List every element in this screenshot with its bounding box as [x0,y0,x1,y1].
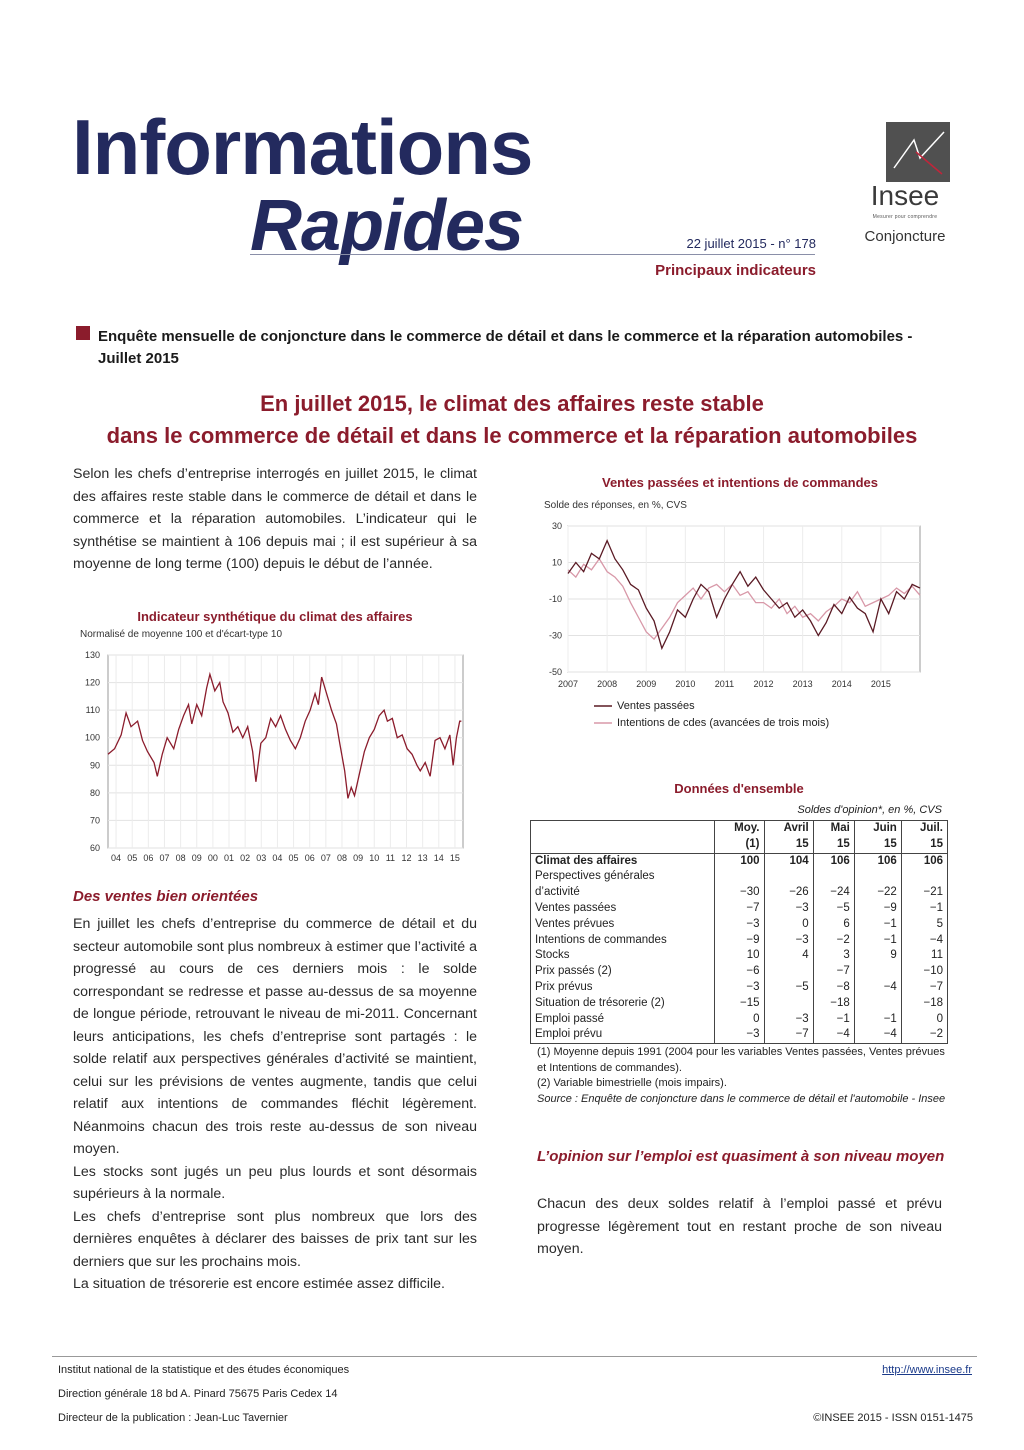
table-cell: −4 [854,1027,901,1043]
table-cell [854,869,901,885]
row-label: Emploi passé [535,1012,605,1025]
table-cell: 106 [901,853,947,869]
x-tick-label: 07 [159,853,170,863]
table-cell: −8 [813,980,854,996]
row-label: Ventes prévues [535,917,615,930]
masthead-title: Informations [72,103,533,191]
table-row [531,885,948,901]
section1-paragraph: En juillet les chefs d’entreprise du commerce de détail et du secteur automobile sont plus nombreux à estimer que l’activité a progressé au cours de ces derniers mois : le solde correspondant se redresse et passe au-dessus de sa moyenne de longue période, retrouvant le niveau de mi-2011. Concernant leurs anticipations, les chefs d’entreprise sont partagés : le solde relatif aux perspectives générales d’activité se maintient, celui sur les prévisions de ventes augmente, tandis que celui relatif aux intentions de commandes fléchit légèrement. Néanmoins chacun des trois reste au-dessus de son niveau moyen. [73,916,477,1157]
y-tick-label: 130 [84,650,100,660]
row-label: Intentions de commandes [535,933,667,946]
footer-institute: Institut national de la statistique et des études économiques [58,1364,350,1376]
table-cell: 6 [813,917,854,933]
table-cell: −2 [813,933,854,949]
x-tick-label: 11 [385,853,396,863]
table-cell: −1 [854,933,901,949]
table-cell: −10 [901,964,947,980]
insee-logo [886,122,950,187]
table-cell [854,964,901,980]
row-label: Prix prévus [535,980,593,993]
x-tick-label: 2007 [557,679,579,689]
section2-heading: L’opinion sur l’emploi est quasiment à son niveau moyen [537,1148,945,1165]
table-cell: −1 [901,901,947,917]
table-cell: 10 [715,948,765,964]
table-cell [764,964,813,980]
table-title: Données d'ensemble [674,781,804,796]
headline-line-1: En juillet 2015, le climat des affaires reste stable [260,391,764,416]
legend-label: Intentions de cdes (avancées de trois mois) [617,717,830,729]
row-label [531,837,715,853]
y-tick-label: 80 [89,787,100,798]
table-cell: 15 [813,837,854,853]
table-cell: −3 [715,980,765,996]
table-cell [854,996,901,1012]
section1-heading: Des ventes bien orientées [73,888,259,905]
table-cell: −5 [764,980,813,996]
y-tick-label: 110 [85,705,100,716]
x-tick-label: 15 [449,853,460,863]
x-tick-label: 2015 [870,679,891,689]
climate-indicator-chart [73,645,473,870]
table-cell: 0 [901,1012,947,1028]
table-cell [764,996,813,1012]
table-row [531,1027,948,1043]
chart2-title: Ventes passées et intentions de commandes [602,475,878,490]
table-cell [764,869,813,885]
table-cell: −3 [764,933,813,949]
table-cell: 106 [854,853,901,869]
table-cell: 0 [764,917,813,933]
x-tick-label: 07 [320,853,331,863]
y-tick-label: 30 [551,521,562,531]
table-cell: −3 [715,1027,765,1043]
table-cell: −18 [813,996,854,1012]
y-tick-label: -10 [548,594,562,604]
x-tick-label: 10 [369,853,380,863]
logo-tagline: Mesurer pour comprendre [872,214,938,220]
x-tick-label: 14 [433,853,444,863]
table-cell: 15 [764,837,813,853]
x-tick-label: 03 [256,853,267,863]
table-cell [901,869,947,885]
table-cell: 4 [764,948,813,964]
footer-address: Direction générale 18 bd A. Pinard 75675 Paris Cedex 14 [58,1388,338,1400]
table-cell: (1) [715,837,765,853]
bullet-square [76,326,90,340]
x-tick-label: 08 [175,853,186,863]
table-cell: −22 [854,885,901,901]
x-tick-label: 05 [288,853,299,863]
table-cell: 3 [813,948,854,964]
summary-table [530,820,948,1044]
table-notes [537,1045,947,1107]
table-cell: −7 [764,1027,813,1043]
y-tick-label: -50 [548,667,562,677]
x-tick-label: 00 [207,853,218,863]
logo-series: Conjoncture [864,228,946,245]
x-tick-label: 02 [240,853,251,863]
footer-copyright: ©INSEE 2015 - ISSN 0151-1475 [813,1412,973,1424]
table-row [531,996,948,1012]
table-cell: 104 [764,853,813,869]
series-line [568,541,920,649]
table-cell: −3 [715,917,765,933]
x-tick-label: 12 [401,853,412,863]
table-row [531,980,948,996]
table-row [531,917,948,933]
table-cell: −1 [813,1012,854,1028]
table-header-row [531,821,948,837]
issue-date-number: 22 juillet 2015 - n° 178 [686,236,816,251]
section1-paragraph: La situation de trésorerie est encore estimée assez difficile. [73,1276,445,1292]
table-cell: 15 [901,837,947,853]
table-cell: 5 [901,917,947,933]
row-label [531,821,715,837]
chart1-subtitle: Normalisé de moyenne 100 et d'écart-type 10 [80,629,283,640]
table-cell: −7 [901,980,947,996]
row-label: Ventes passées [535,901,617,914]
table-subtitle: Soldes d'opinion*, en %, CVS [797,804,942,816]
table-cell: −4 [854,980,901,996]
row-label: Emploi prévu [535,1028,603,1041]
x-tick-label: 2009 [636,679,657,689]
x-tick-label: 2008 [597,679,618,689]
table-cell: 11 [901,948,947,964]
table-cell: −1 [854,917,901,933]
y-tick-label: 70 [89,815,100,826]
section2-paragraph: Chacun des deux soldes relatif à l’emploi passé et prévu progresse légèrement tout en restant proche de son niveau moyen. [537,1196,942,1257]
y-tick-label: 90 [89,760,100,771]
x-tick-label: 06 [304,853,315,863]
x-tick-label: 01 [224,853,235,863]
x-tick-label: 09 [353,853,364,863]
masthead-subtitle: Rapides [250,186,524,266]
table-row [531,869,948,885]
table-cell: 0 [715,1012,765,1028]
table-note: (1) Moyenne depuis 1991 (2004 pour les variables Ventes passées, Ventes prévues et Intentions de commandes). [537,1046,945,1074]
section1-paragraph: Les stocks sont jugés un peu plus lourds et sont désormais supérieurs à la normale. [73,1163,477,1202]
row-label: Situation de trésorerie (2) [535,996,665,1009]
x-tick-label: 13 [417,853,428,863]
table-cell: −24 [813,885,854,901]
y-tick-label: 60 [89,843,100,853]
table-cell: 106 [813,853,854,869]
table-cell: −21 [901,885,947,901]
x-tick-label: 08 [336,853,347,863]
table-cell: 9 [854,948,901,964]
x-tick-label: 04 [272,853,283,863]
table-cell: 15 [854,837,901,853]
footer-rule [52,1356,977,1357]
table-row [531,948,948,964]
table-note: (2) Variable bimestrielle (mois impairs). [537,1077,727,1089]
row-label: Prix passés (2) [535,965,612,978]
footer-url-link[interactable]: http://www.insee.fr [882,1364,972,1376]
table-cell: −15 [715,996,765,1012]
chart2-subtitle: Solde des réponses, en %, CVS [544,500,687,511]
y-tick-label: 100 [84,732,100,743]
headline [40,388,984,452]
logo-name: Insee [870,180,940,211]
table-cell: Moy. [715,821,765,837]
table-cell: −1 [854,1012,901,1028]
table-cell: −4 [813,1027,854,1043]
y-tick-label: 10 [551,557,562,568]
survey-title: Enquête mensuelle de conjoncture dans le commerce de détail et dans le commerce et la réparation automobiles - Juillet 2015 [98,328,913,367]
table-cell: −7 [813,964,854,980]
table-cell: −5 [813,901,854,917]
headline-line-2: dans le commerce de détail et dans le commerce et la réparation automobiles [106,423,918,448]
table-cell: −18 [901,996,947,1012]
table-cell [813,869,854,885]
table-cell: −30 [715,885,765,901]
row-label: Climat des affaires [535,854,638,867]
table-cell: −3 [764,1012,813,1028]
insee-logo-mark [886,122,950,182]
x-tick-label: 06 [143,853,154,863]
x-tick-label: 2014 [831,679,852,689]
table-cell: Mai [813,821,854,837]
table-cell: −9 [854,901,901,917]
table-row [531,853,948,869]
table-cell: Juin [854,821,901,837]
x-tick-label: 2010 [675,679,696,689]
row-label: Stocks [535,949,570,962]
table-cell: −6 [715,964,765,980]
x-tick-label: 05 [127,853,138,863]
table-cell [715,869,765,885]
table-cell: −3 [764,901,813,917]
row-label: Perspectives générales [535,870,655,883]
table-cell: −2 [901,1027,947,1043]
category-label: Principaux indicateurs [655,262,816,279]
x-tick-label: 09 [191,853,202,863]
table-cell: −26 [764,885,813,901]
legend-label: Ventes passées [617,700,695,712]
table-header-row [531,837,948,853]
intro-paragraph: Selon les chefs d’entreprise interrogés en juillet 2015, le climat des affaires reste stable dans le commerce de détail et dans le commerce et la réparation automobiles. L’indicateur qui le synthétise se maintient à 106 depuis mai ; il est supérieur à sa moyenne de long terme (100) depuis le début de l’année. [73,466,477,572]
footer-director: Directeur de la publication : Jean-Luc Tavernier [58,1412,288,1424]
table-row [531,933,948,949]
table-cell: −7 [715,901,765,917]
y-tick-label: -30 [548,630,562,641]
series-line [108,674,461,798]
table-cell: −4 [901,933,947,949]
row-label: d’activité [535,886,580,899]
table-row [531,1012,948,1028]
table-row [531,964,948,980]
masthead-rule [250,254,815,255]
table-row [531,901,948,917]
sales-orders-chart [530,514,930,740]
table-cell: 100 [715,853,765,869]
x-tick-label: 04 [111,853,122,863]
section1-body [73,913,477,1296]
table-source: Source : Enquête de conjoncture dans le commerce de détail et l'automobile - Insee [537,1092,946,1105]
x-tick-label: 2013 [792,679,813,689]
table-cell: −9 [715,933,765,949]
chart1-title: Indicateur synthétique du climat des affaires [137,609,413,624]
x-tick-label: 2011 [714,679,735,689]
x-tick-label: 2012 [753,679,774,689]
table-cell: Juil. [901,821,947,837]
y-tick-label: 120 [84,677,100,688]
table-cell: Avril [764,821,813,837]
section1-paragraph: Les chefs d’entreprise sont plus nombreux que lors des dernières enquêtes à déclarer des baisses de prix tant sur les derniers que sur les prochains mois. [73,1208,477,1270]
